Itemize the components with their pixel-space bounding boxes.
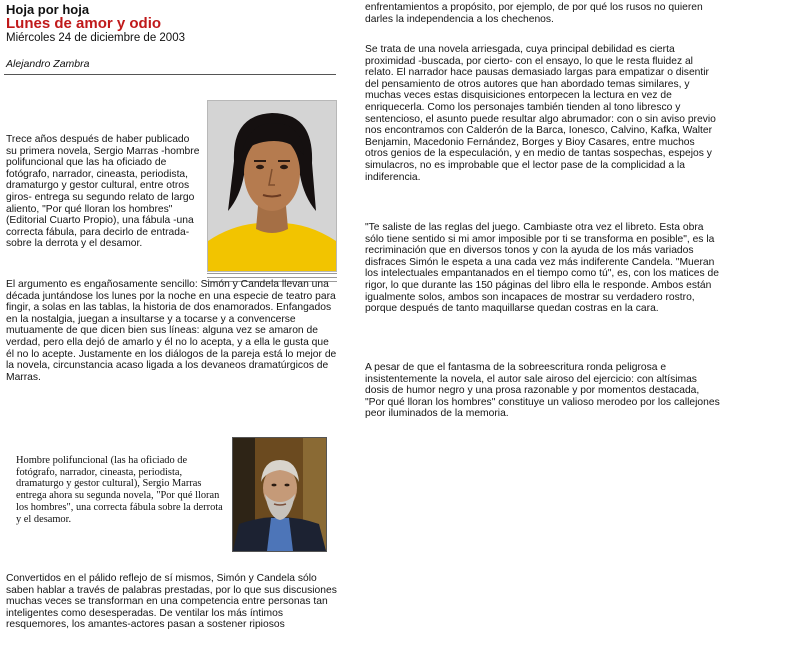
article-headline: Lunes de amor y odio [6, 15, 162, 32]
author-portrait-photo [207, 100, 337, 272]
photo-caption: Hombre polifuncional (las ha oficiado de fotógrafo, narrador, cineasta, periodista, dramaturgo y gestor cultural), Sergio Marras entrega ahora su segunda novela, "Por qué lloran los hombres", una correcta fábula sobre la derrota y el desamor. [16, 455, 223, 525]
section-label: Hoja por hoja [6, 2, 90, 17]
author-byline: Alejandro Zambra [6, 58, 90, 70]
article-paragraph-4: enfrentamientos a propósito, por ejemplo, de por qué los rusos no quieren darles la independencia a los chechenos. [365, 2, 703, 25]
marras-illustration [233, 438, 326, 551]
article-paragraph-2: El argumento es engañosamente sencillo: Simón y Candela llevan una década juntándose los lunes por la noche en una especie de teatro para fingir, a solas en las tablas, la historia de dos enamorados. Enfangados en la nostalgia, juegan a insultarse y a tocarse y a convencerse mutuamente de que dicen bien sus líneas: alguna vez se amaron de verdad, pero ella dejó de amarlo y él no lo acepta, y a ella le gusta que él no lo acepte. Justamente en los diálogos de la pareja está lo mejor de la novela, circunstancia acaso ligada a los devaneos dramatúrgicos de Marras. [6, 279, 337, 383]
sergio-marras-photo [232, 437, 327, 552]
article-paragraph-5: Se trata de una novela arriesgada, cuya principal debilidad es cierta proximidad -buscada, por cierto- con el ensayo, lo que le resta fluidez al relato. El narrador hace pausas demasiado largas para empatizar o disentir del pensamiento de otros autores que han abordado temas similares, y muchas veces estas disquisiciones entorpecen la lectura en vez de enriquecerla. Como los personajes también tienden al tono libresco y sentencioso, el asunto puede resultar algo abrumador: con o sin aviso previo nos encontramos con Calderón de la Barca, Ionesco, Calvino, Kafka, Walter Benjamin, Macedonio Fernández, Borges y Bioy Casares, entre muchos otros genios de la especulación, y en medio de tantas sospechas, espejos y simulacros, no es improbable que el lector pase de la complicidad a la indiferencia. [365, 44, 716, 183]
header-divider [4, 74, 336, 75]
portrait-illustration [208, 101, 336, 271]
article-paragraph-1: Trece años después de haber publicado su primera novela, Sergio Marras -hombre polifuncional que las ha oficiado de fotógrafo, narrador, cineasta, periodista, dramaturgo y gestor cultural, entre otros giros- entrega su segundo relato de largo aliento, "Por qué lloran los hombres" (Editorial Cuarto Propio), una fábula -una correcta fábula, para decirlo de entrada- sobre la derrota y el desamor. [6, 134, 200, 250]
publication-date: Miércoles 24 de diciembre de 2003 [6, 32, 185, 44]
article-paragraph-6: "Te saliste de las reglas del juego. Cambiaste otra vez el libreto. Esta obra sólo tiene sentido si mi amor imposible por ti se transforma en posible", es la recriminación que en diversos tonos y con la ayuda de los más variados disfraces Simón le espeta a una cada vez más indiferente Candela. "Mueran los intelectuales empantanados en el tiempo como tú", es, con los matices de rigor, lo que durante las 150 páginas del libro ella le responde. Ambos están igualmente solos, ambos son incapaces de mostrar su verdadero rostro, porque después de tanto maquillarse quedan costras en la cara. [365, 222, 719, 315]
article-paragraph-3: Convertidos en el pálido reflejo de sí mismos, Simón y Candela sólo saben hablar a través de palabras prestadas, por lo que sus discusiones muchas veces se transforman en una competencia entre personas tan inteligentes como desesperadas. De ventilar los más íntimos resquemores, los amantes-actores pasan a sostener ripiosos [6, 573, 337, 631]
article-paragraph-7: A pesar de que el fantasma de la sobreescritura ronda peligrosa e insistentemente la novela, el autor sale airoso del ejercicio: con altísimas dosis de humor negro y una prosa razonable y por momentos destacada, "Por qué lloran los hombres" constituye un valioso merodeo por los callejones peor iluminados de la memoria. [365, 362, 720, 420]
